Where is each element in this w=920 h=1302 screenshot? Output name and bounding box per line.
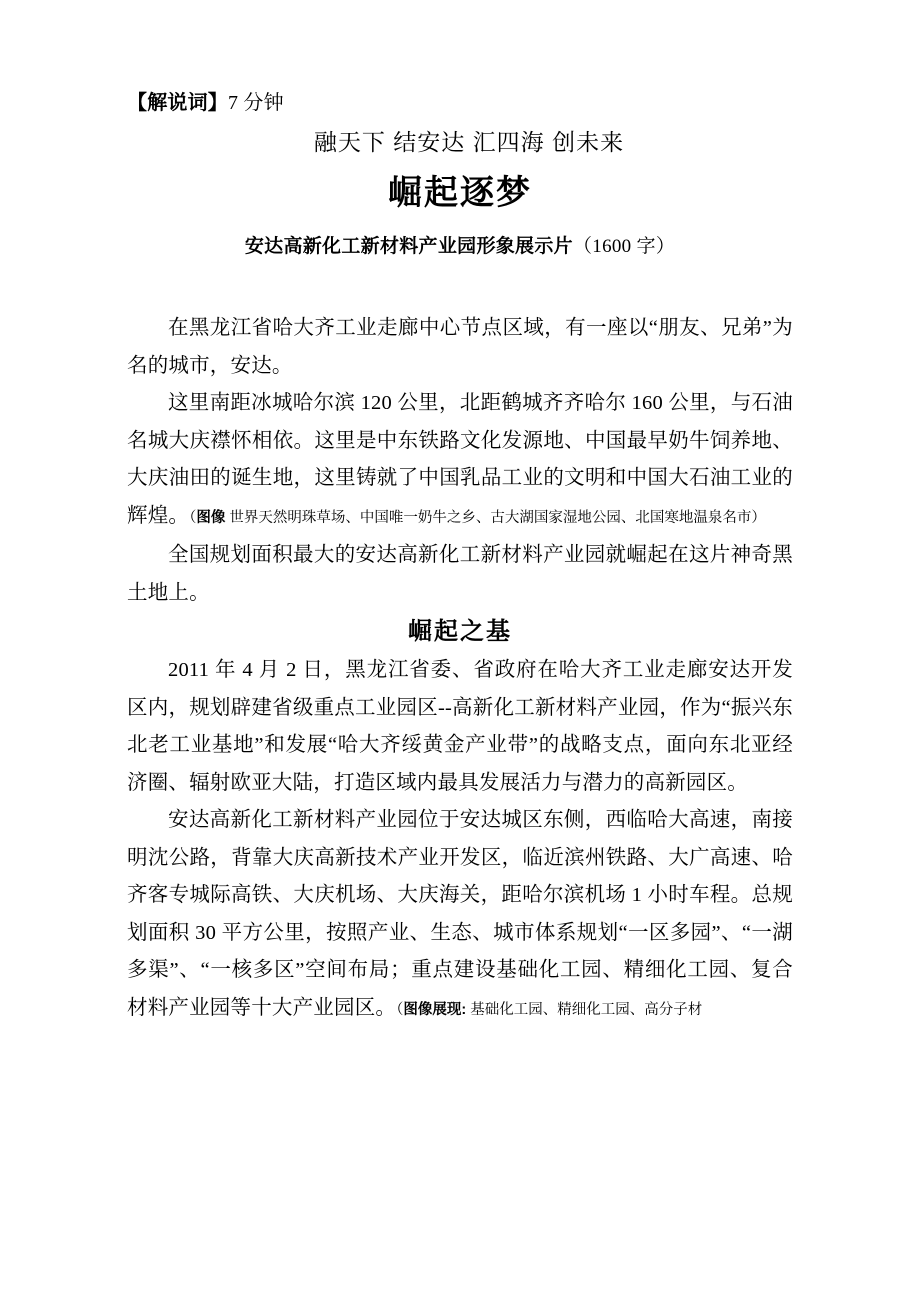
document-title: 崛起逐梦 — [388, 174, 532, 212]
image-cue — [396, 1002, 702, 1018]
body-paragraph: 全国规划面积最大的安达高新化工新材料产业园就崛起在这片神奇黑土地上。 — [127, 544, 793, 604]
body-paragraph — [127, 385, 793, 537]
cue-label: 图像 — [196, 509, 226, 526]
body-paragraph: 2011 年 4 月 2 日，黑龙江省委、省政府在哈大齐工业走廊安达开发区内，规划辟建省级重点工业园区--高新化工新材料产业园，作为“振兴东北老工业基地”和发展“哈大齐绥黄金产业带”的战略支点，面向东北亚经济圈、辐射欧亚大陆，打造区域内最具发展活力与潜力的高新园区。 — [127, 659, 793, 794]
slogan-line: 融天下 结安达 汇四海 创未来 — [313, 129, 625, 155]
image-cue — [189, 510, 766, 526]
script-duration: 7 分钟 — [228, 92, 284, 114]
paragraph-text: 安达高新化工新材料产业园位于安达城区东侧，西临哈大高速，南接明沈公路，背靠大庆高新技术产业开发区，临近滨州铁路、大广高速、哈齐客专城际高铁、大庆机场、大庆海关，距哈尔滨机场 1 小时车程。总规划面积 30 平方公里，按照产业、生态、城市体系规划“一区多园”、“一湖多渠”、“一核多区”空间布局；重点建设基础化工园、精细化工园、复合材料产业园等十大产业园区。 — [127, 809, 793, 1019]
cue-open-paren: （ — [396, 1001, 404, 1018]
body-paragraph: 在黑龙江省哈大齐工业走廊中心节点区域，有一座以“朋友、兄弟”为名的城市，安达。 — [127, 317, 793, 377]
subtitle-word-count: （1600 字） — [572, 236, 676, 257]
cue-label: 图像展现: — [403, 1001, 467, 1018]
cue-text: 世界天然明珠草场、中国唯一奶牛之乡、古大湖国家湿地公园、北国寒地温泉名市 — [225, 509, 752, 526]
paragraph-text: 这里南距冰城哈尔滨 120 公里，北距鹤城齐齐哈尔 160 公里，与石油名城大庆襟怀相依。这里是中东铁路文化发源地、中国最早奶牛饲养地、大庆油田的诞生地，这里铸就了中国乳品工业的文明和中国大石油工业的辉煌。 — [127, 392, 793, 527]
document-content — [127, 88, 793, 1029]
section-heading: 崛起之基 — [408, 619, 512, 645]
body-paragraph — [127, 802, 793, 1029]
cue-text: 基础化工园、精细化工园、高分子材 — [466, 1001, 703, 1018]
cue-close-paren: ） — [751, 509, 766, 526]
header-body-spacer — [127, 266, 793, 310]
cue-open-paren: （ — [189, 509, 197, 526]
script-meta-line — [127, 88, 793, 118]
subtitle-main-text: 安达高新化工新材料产业园形象展示片 — [244, 236, 573, 257]
document-subtitle — [127, 230, 793, 264]
script-type-tag: 【解说词】 — [127, 92, 228, 114]
